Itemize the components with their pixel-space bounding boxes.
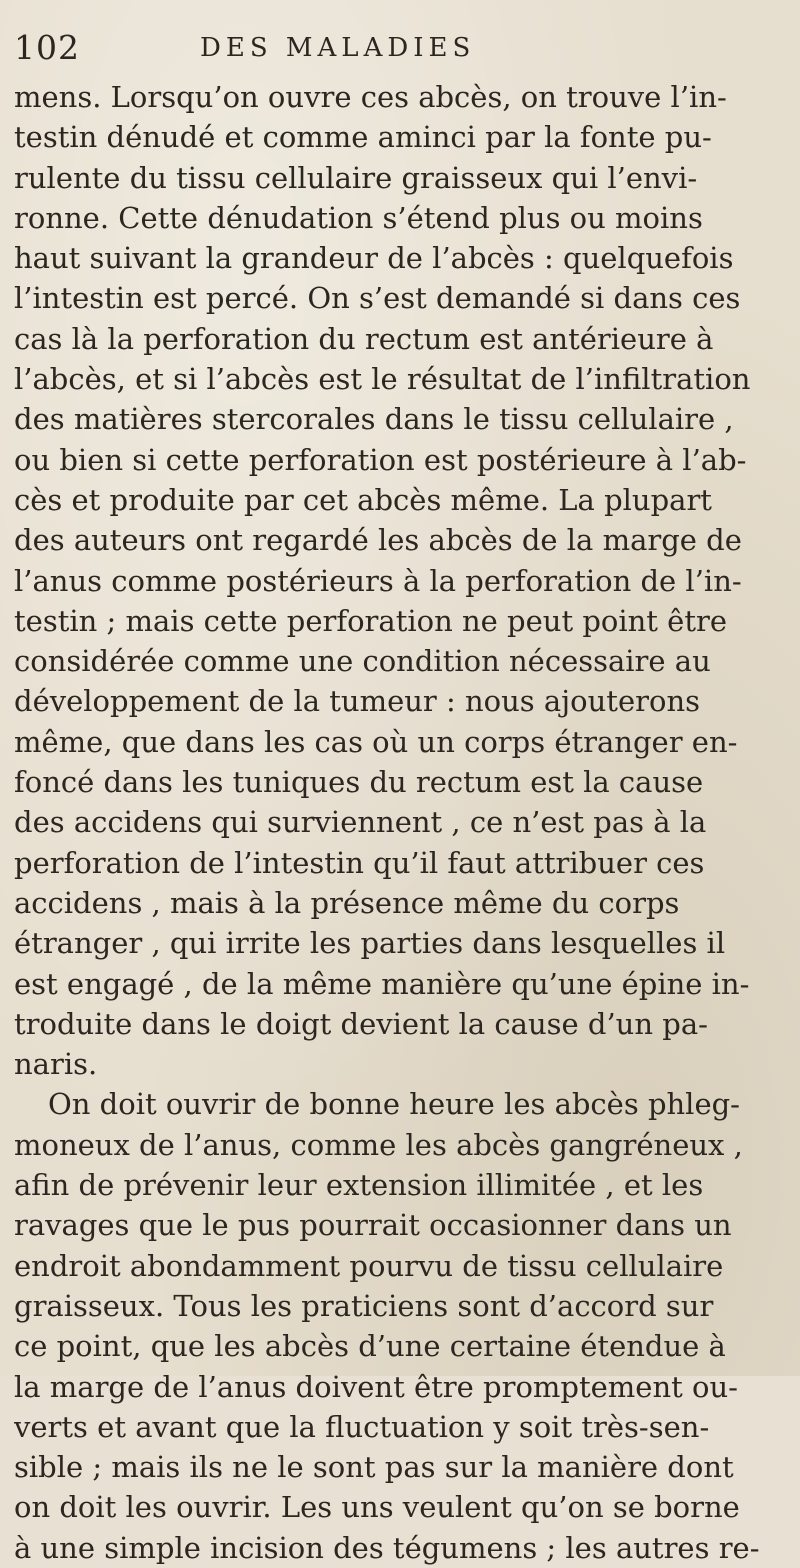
text-line: naris. bbox=[14, 1047, 98, 1082]
text-line: des matières stercorales dans le tissu cellulaire , bbox=[14, 402, 734, 437]
text-line: ce point, que les abcès d’une certaine étendue à bbox=[14, 1329, 726, 1364]
text-line: cès et produite par cet abcès même. La plupart bbox=[14, 482, 712, 517]
text-line: des auteurs ont regardé les abcès de la marge de bbox=[14, 523, 742, 558]
text-line: à une simple incision des tégumens ; les autres re- bbox=[14, 1530, 760, 1565]
text-line: des accidens qui surviennent , ce n’est pas à la bbox=[14, 805, 707, 840]
text-line: l’anus comme postérieurs à la perforation de l’in- bbox=[14, 563, 742, 598]
text-line: l’intestin est percé. On s’est demandé si dans ces bbox=[14, 281, 741, 316]
text-line: verts et avant que la fluctuation y soit très-sen- bbox=[14, 1409, 710, 1444]
running-title: DES MALADIES bbox=[200, 33, 476, 63]
text-line: considérée comme une condition nécessaire au bbox=[14, 644, 711, 679]
running-head bbox=[0, 28, 800, 68]
body-text bbox=[14, 77, 794, 1568]
text-line: testin dénudé et comme aminci par la fonte pu- bbox=[14, 120, 712, 155]
text-line: afin de prévenir leur extension illimitée , et les bbox=[14, 1168, 704, 1203]
text-line: accidens , mais à la présence même du corps bbox=[14, 885, 680, 920]
text-line: est engagé , de la même manière qu’une épine in- bbox=[14, 966, 750, 1001]
text-line: cas là la perforation du rectum est antérieure à bbox=[14, 321, 714, 356]
text-line: la marge de l’anus doivent être promptement ou- bbox=[14, 1369, 738, 1404]
text-line: troduite dans le doigt devient la cause d’un pa- bbox=[14, 1006, 708, 1041]
text-line: testin ; mais cette perforation ne peut point être bbox=[14, 603, 728, 638]
text-line: rulente du tissu cellulaire graisseux qui l’envi- bbox=[14, 160, 698, 195]
text-line: l’abcès, et si l’abcès est le résultat de l’infiltration bbox=[14, 362, 751, 397]
text-line: mens. Lorsqu’on ouvre ces abcès, on trouve l’in- bbox=[14, 80, 727, 114]
page-number: 102 bbox=[14, 28, 80, 67]
text-line: perforation de l’intestin qu’il faut attribuer ces bbox=[14, 845, 705, 880]
text-line: on doit les ouvrir. Les uns veulent qu’on se borne bbox=[14, 1490, 740, 1525]
text-line: moneux de l’anus, comme les abcès gangréneux , bbox=[14, 1127, 743, 1162]
text-line: graisseux. Tous les praticiens sont d’accord sur bbox=[14, 1288, 714, 1323]
text-line: endroit abondamment pourvu de tissu cellulaire bbox=[14, 1248, 724, 1283]
text-line: ravages que le pus pourrait occasionner dans un bbox=[14, 1208, 732, 1243]
text-line: étranger , qui irrite les parties dans lesquelles il bbox=[14, 926, 726, 961]
text-line: haut suivant la grandeur de l’abcès : quelquefois bbox=[14, 241, 734, 276]
text-line: développement de la tumeur : nous ajouterons bbox=[14, 684, 701, 719]
text-line: même, que dans les cas où un corps étranger en- bbox=[14, 724, 738, 759]
paragraph-start-line: On doit ouvrir de bonne heure les abcès phleg- bbox=[48, 1087, 740, 1122]
text-line: ronne. Cette dénudation s’étend plus ou moins bbox=[14, 200, 703, 235]
text-line: foncé dans les tuniques du rectum est la cause bbox=[14, 765, 704, 800]
text-line: ou bien si cette perforation est postérieure à l’ab- bbox=[14, 442, 747, 477]
text-line: sible ; mais ils ne le sont pas sur la manière dont bbox=[14, 1450, 734, 1485]
